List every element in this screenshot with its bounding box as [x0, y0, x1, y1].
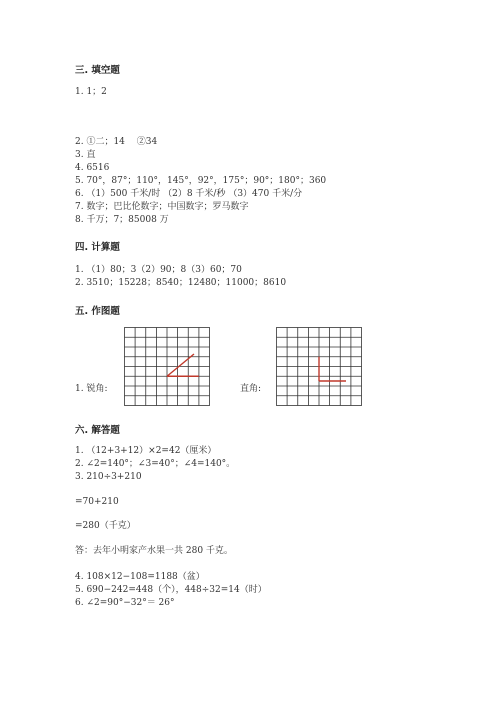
acute-angle-grid — [124, 327, 210, 406]
answer-3-3: 3. 直 — [75, 150, 96, 160]
answer-6-4: 4. 108×12−108=1188（盆） — [75, 572, 205, 582]
answer-4-2: 2. 3510；15228；8540；12480；11000；8610 — [75, 278, 287, 288]
right-angle-grid — [276, 327, 362, 406]
section-5-heading: 五. 作图题 — [75, 306, 120, 317]
answer-3-8: 8. 千万；7；85008 万 — [75, 215, 169, 225]
answer-3-5: 5. 70°，87°；110°，145°，92°，175°；90°；180°；360 — [75, 176, 327, 186]
answer-4-1: 1. （1）80；3（2）90；8（3）60；70 — [75, 265, 242, 275]
answer-6-3-step1: =70+210 — [75, 497, 119, 507]
answer-6-6: 6. ∠2=90°−32°＝ 26° — [75, 598, 175, 608]
answer-3-6: 6. （1）500 千米/时 （2）8 千米/秒 （3）470 千米/分 — [75, 189, 303, 199]
answer-6-5: 5. 690−242=448（个），448÷32=14（时） — [75, 585, 267, 595]
answer-3-1: 1. 1；2 — [75, 87, 107, 97]
answer-6-3-step2: =280（千克） — [75, 521, 136, 531]
acute-angle-label: 1. 锐角: — [75, 384, 108, 394]
answer-3-4: 4. 6516 — [75, 163, 110, 173]
acute-angle-drawing — [167, 354, 199, 376]
answer-6-3-conclusion: 答：去年小明家产水果一共 280 千克。 — [75, 546, 233, 556]
section-3-heading: 三. 填空题 — [75, 65, 120, 76]
section-6-heading: 六. 解答题 — [75, 425, 120, 436]
answer-6-2: 2. ∠2=140°；∠3=40°；∠4=140°。 — [75, 459, 236, 469]
right-angle-drawing — [319, 357, 346, 381]
answer-3-2: 2. ①二；14 ②34 — [75, 137, 158, 147]
answer-6-3: 3. 210÷3+210 — [75, 472, 142, 482]
answer-6-1: 1. （12+3+12）×2=42（厘米） — [75, 446, 217, 456]
section-4-heading: 四. 计算题 — [75, 242, 120, 253]
answer-3-7: 7. 数字；巴比伦数字；中国数字；罗马数字 — [75, 202, 249, 212]
right-angle-label: 直角: — [240, 384, 262, 394]
